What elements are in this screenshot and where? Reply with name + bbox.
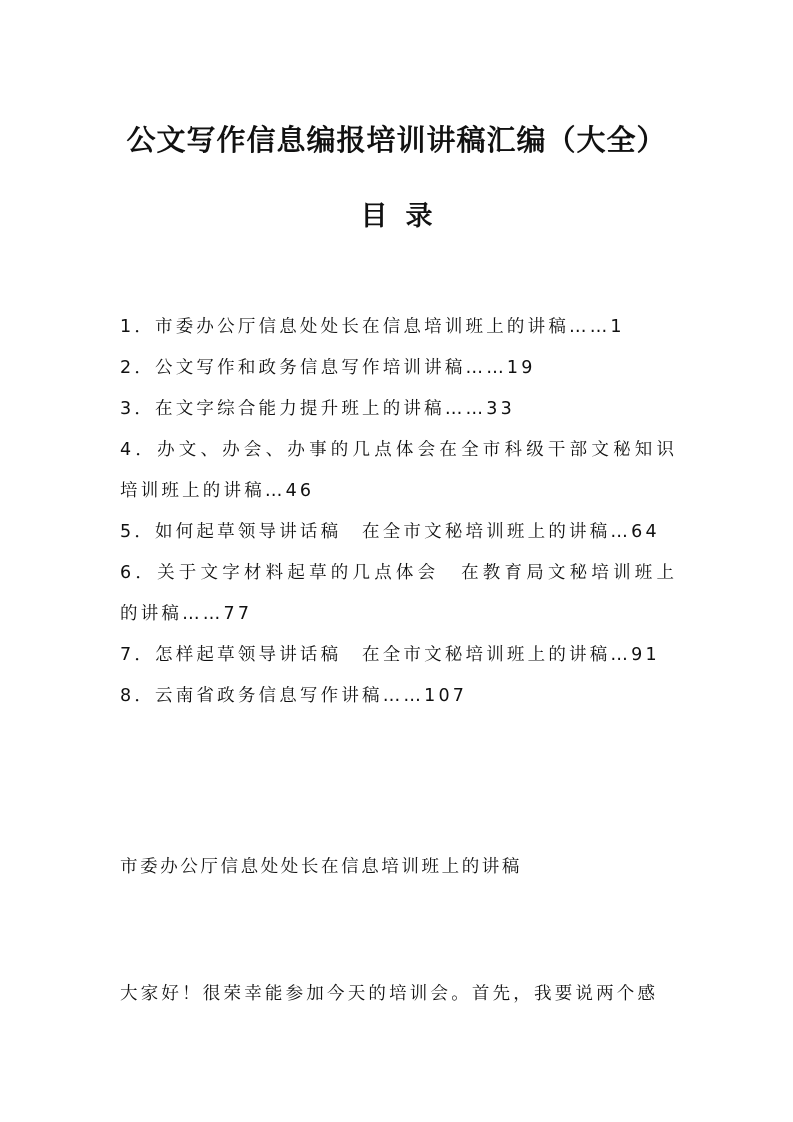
body-paragraph: 大家好！很荣幸能参加今天的培训会。首先，我要说两个感	[120, 984, 659, 1004]
table-of-contents	[120, 312, 676, 722]
toc-entry-2[interactable]: 2．公文写作和政务信息写作培训讲稿……19	[120, 358, 536, 378]
section-heading: 市委办公厅信息处处长在信息培训班上的讲稿	[120, 857, 522, 877]
toc-entry-4-continued[interactable]: 培训班上的讲稿…46	[120, 481, 315, 501]
toc-heading: 目录	[360, 201, 451, 232]
toc-entry-5[interactable]: 5．如何起草领导讲话稿 在全市文秘培训班上的讲稿…64	[120, 522, 660, 542]
toc-entry-8[interactable]: 8．云南省政务信息写作讲稿……107	[120, 686, 468, 706]
document-title: 公文写作信息编报培训讲稿汇编（大全）	[126, 123, 667, 157]
toc-entry-6[interactable]: 6．关于文字材料起草的几点体会 在教育局文秘培训班上	[120, 563, 676, 583]
toc-entry-3[interactable]: 3．在文字综合能力提升班上的讲稿……33	[120, 399, 515, 419]
toc-entry-4[interactable]: 4．办文、办会、办事的几点体会在全市科级干部文秘知识	[120, 440, 676, 460]
toc-entry-6-continued[interactable]: 的讲稿……77	[120, 604, 253, 624]
toc-entry-1[interactable]: 1．市委办公厅信息处处长在信息培训班上的讲稿……1	[120, 317, 625, 337]
toc-entry-7[interactable]: 7．怎样起草领导讲话稿 在全市文秘培训班上的讲稿…91	[120, 645, 660, 665]
